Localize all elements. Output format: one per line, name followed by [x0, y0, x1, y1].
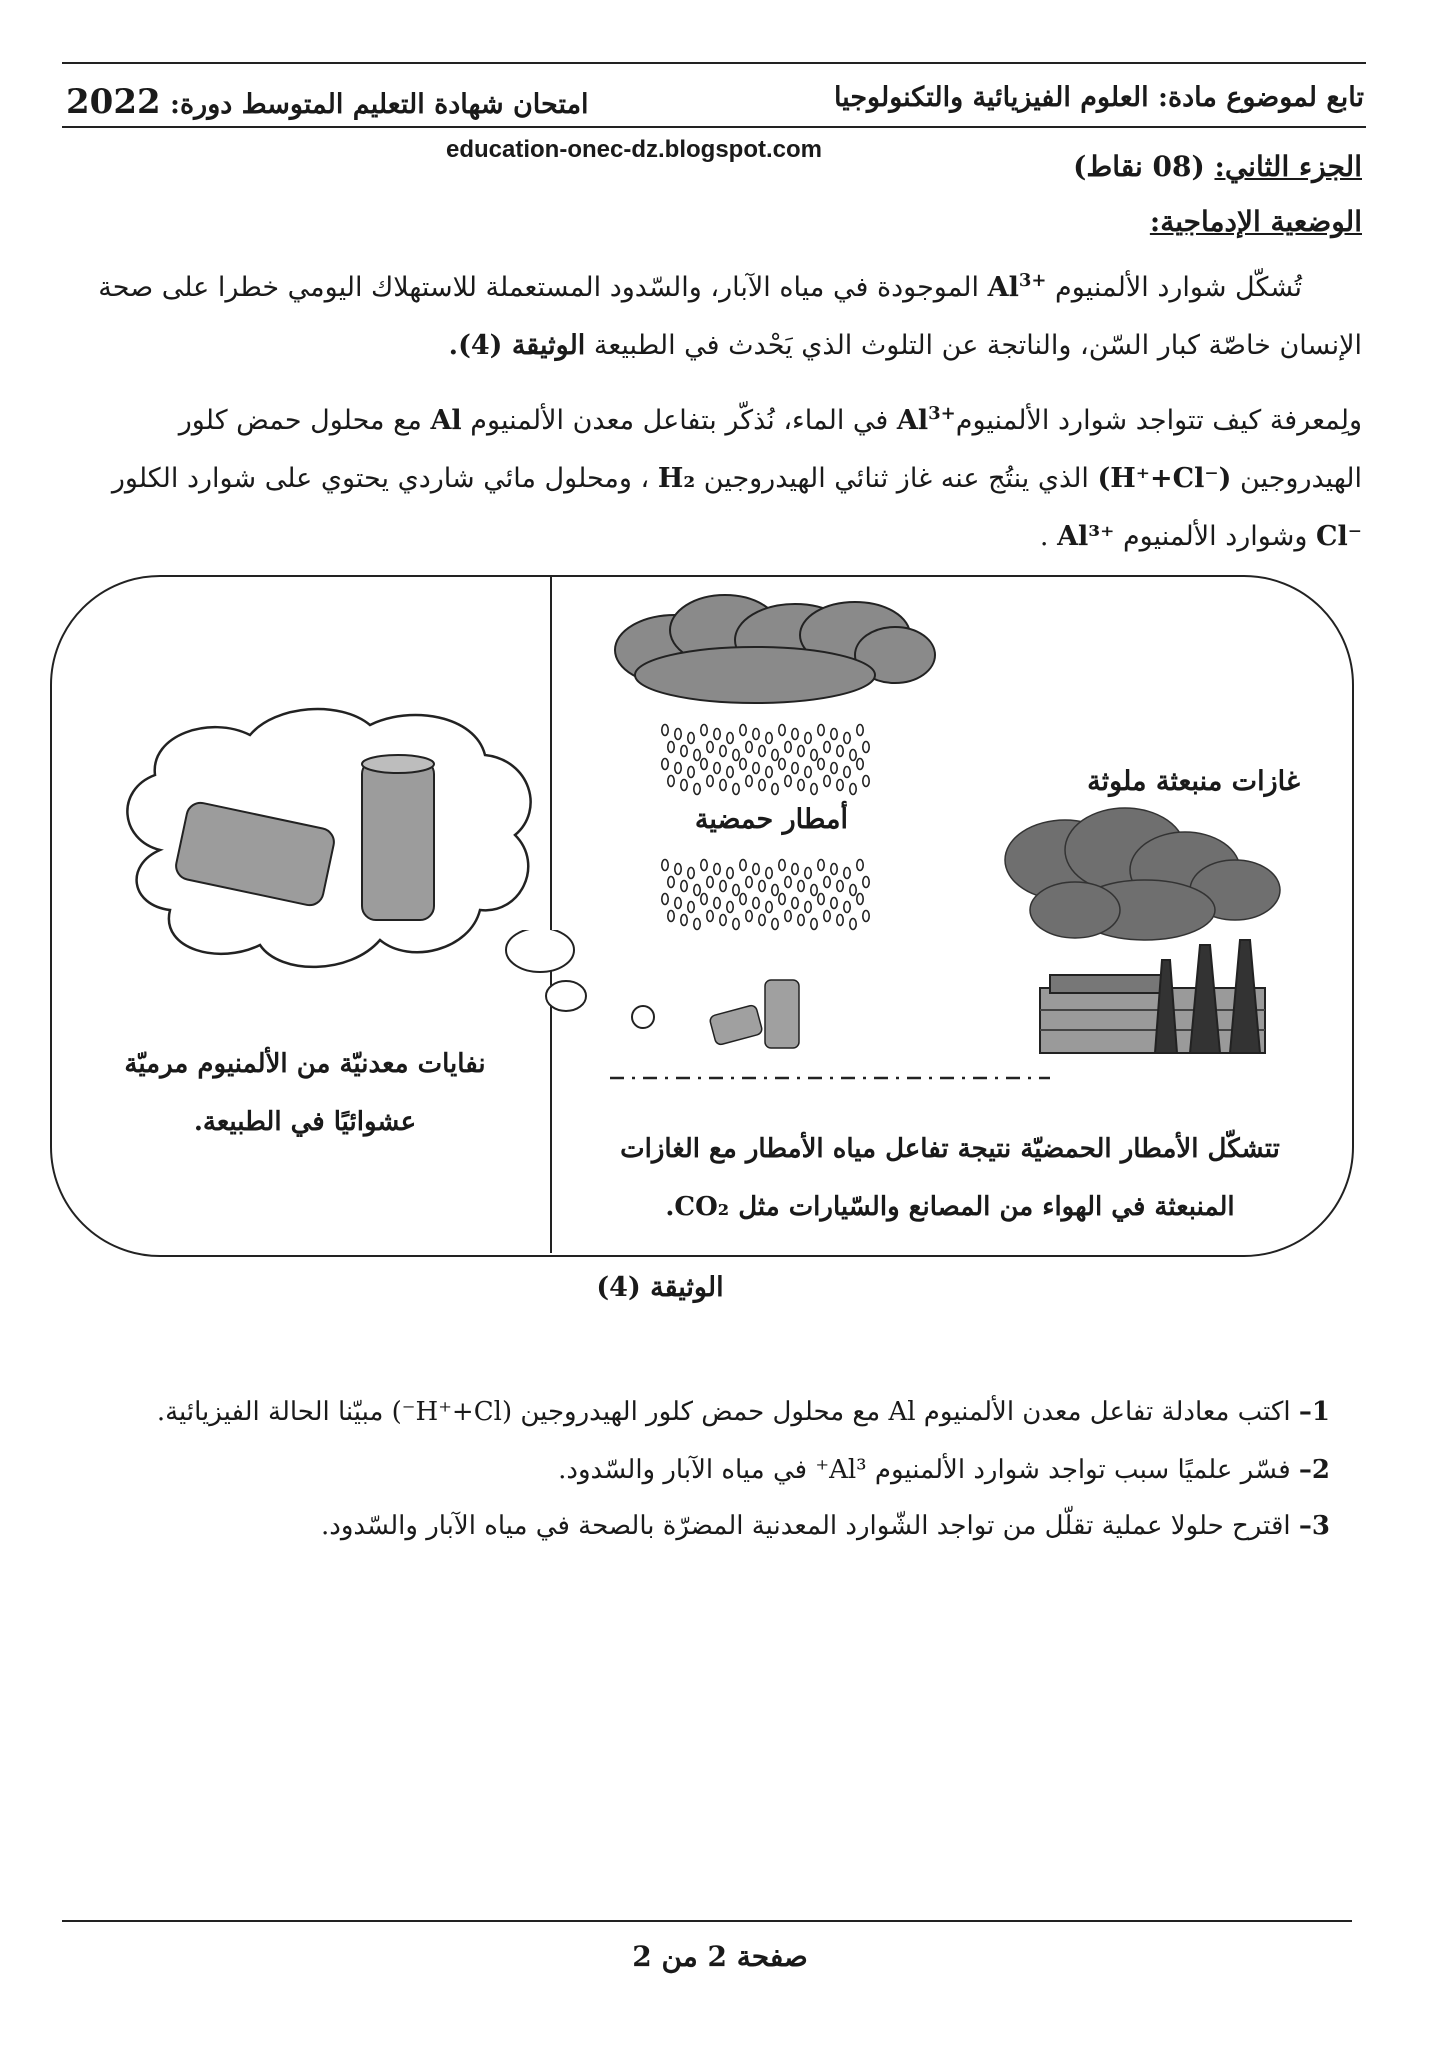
header-exam-title: امتحان شهادة التعليم المتوسط دورة:	[170, 89, 589, 120]
rain-drops-icon	[662, 725, 869, 795]
question-1-number: 1–	[1298, 1397, 1330, 1427]
question-3-number: 3–	[1298, 1511, 1330, 1541]
watermark-url: education-onec-dz.blogspot.com	[446, 136, 822, 163]
cloud-icon	[615, 595, 935, 703]
p2-text-e: ، ومحلول مائي شاردي يحتوي على شوارد الكلور	[111, 463, 658, 494]
p2-text-f: وشوارد الألمنيوم	[1114, 521, 1316, 552]
header-bottom-rule	[62, 126, 1366, 128]
caption-metal-waste-line1: نفايات معدنيّة من الألمنيوم مرميّة	[124, 1049, 486, 1079]
footer-rule	[62, 1920, 1352, 1922]
label-polluting-gases: غازات منبعثة ملوثة	[1087, 766, 1300, 797]
p2-ion: $Al^{3+}$	[896, 403, 956, 436]
part-title: الجزء الثاني:	[1214, 150, 1362, 183]
question-2-number: 2–	[1298, 1455, 1330, 1485]
caption-acid-rain-line1: تتشكّل الأمطار الحمضيّة نتيجة تفاعل مياه الأمطار مع الغازات	[620, 1134, 1280, 1164]
p2-text-g: .	[1039, 521, 1058, 552]
p1-ion: $Al^{3+}$	[987, 270, 1047, 303]
caption-metal-waste	[60, 1035, 550, 1151]
p2-metal: Al	[430, 405, 462, 436]
p2-text-b: في الماء، نُذكّر بتفاعل معدن الألمنيوم	[461, 405, 897, 436]
factory-icon	[1040, 940, 1265, 1053]
question-1-text: اكتب معادلة تفاعل معدن الألمنيوم Al مع محلول حمض كلور الهيدروجين (H⁺+Cl⁻) مبيّنا الحالة الفيزيائية.	[156, 1397, 1291, 1427]
caption-metal-waste-line2: عشوائيًا في الطبيعة.	[193, 1107, 417, 1137]
question-1	[70, 1396, 1330, 1428]
p2-acid: (H⁺+Cl⁻)	[1097, 463, 1232, 494]
caption-acid-rain	[555, 1120, 1345, 1236]
smoke-icon	[1005, 808, 1280, 940]
question-2-text: فسّر علميًا سبب تواجد شوارد الألمنيوم Al³⁺ في مياه الآبار والسّدود.	[558, 1455, 1291, 1485]
question-3-text: اقترح حلولا عملية تقلّل من تواجد الشّوارد المعدنية المضرّة بالصحة في مياه الآبار والسّدود.	[320, 1511, 1291, 1541]
p2-chloride: Cl⁻	[1316, 521, 1362, 552]
header-exam	[66, 82, 626, 122]
page-number: صفحة 2 من 2	[632, 1940, 808, 1973]
document-4-label: الوثيقة (4)	[596, 1272, 724, 1303]
aluminium-can-icon	[709, 980, 799, 1048]
part-points: (08 نقاط)	[1073, 150, 1205, 183]
p1-text-a: تُشكّل شوارد الألمنيوم	[1046, 272, 1302, 303]
p2-text-c: مع محلول حمض كلور الهيدروجين	[178, 405, 1362, 494]
thought-bubble-icon	[632, 1006, 654, 1028]
p1-doc-ref: الوثيقة (4).	[448, 330, 586, 361]
question-3	[70, 1510, 1330, 1542]
header-year: 2022	[66, 82, 161, 122]
caption-acid-rain-line2: المنبعثة في الهواء من المصانع والسّيارات مثل CO₂.	[665, 1192, 1235, 1222]
situation-title: الوضعية الإدماجية:	[1149, 205, 1362, 238]
label-acid-rain: أمطار حمضية	[694, 804, 848, 835]
p1-text-b: الموجودة في مياه الآبار، والسّدود المستعملة للاستهلاك اليومي خطرا على صحة الإنسان خاصّة كبار السّن، والناتجة عن التلوث الذي يَحْدث في الطبيعة	[98, 272, 1362, 361]
part-heading	[1073, 150, 1362, 183]
pollution-illustration	[555, 580, 1345, 1080]
rain-drops-icon	[662, 860, 869, 930]
header-top-rule	[62, 62, 1366, 64]
waste-thought-cloud	[100, 700, 570, 1000]
question-2	[70, 1454, 1330, 1486]
reaction-paragraph	[72, 385, 1362, 566]
p2-text-d: الذي ينتُج عنه غاز ثنائي الهيدروجين	[695, 463, 1098, 494]
p2-al-ion: Al³⁺	[1057, 521, 1115, 552]
intro-paragraph	[72, 252, 1362, 375]
header-subject: تابع لموضوع مادة: العلوم الفيزيائية والتكنولوجيا	[833, 82, 1364, 113]
p2-text-a: ولِمعرفة كيف تتواجد شوارد الألمنيوم	[955, 405, 1362, 436]
p2-gas: H₂	[657, 463, 696, 494]
